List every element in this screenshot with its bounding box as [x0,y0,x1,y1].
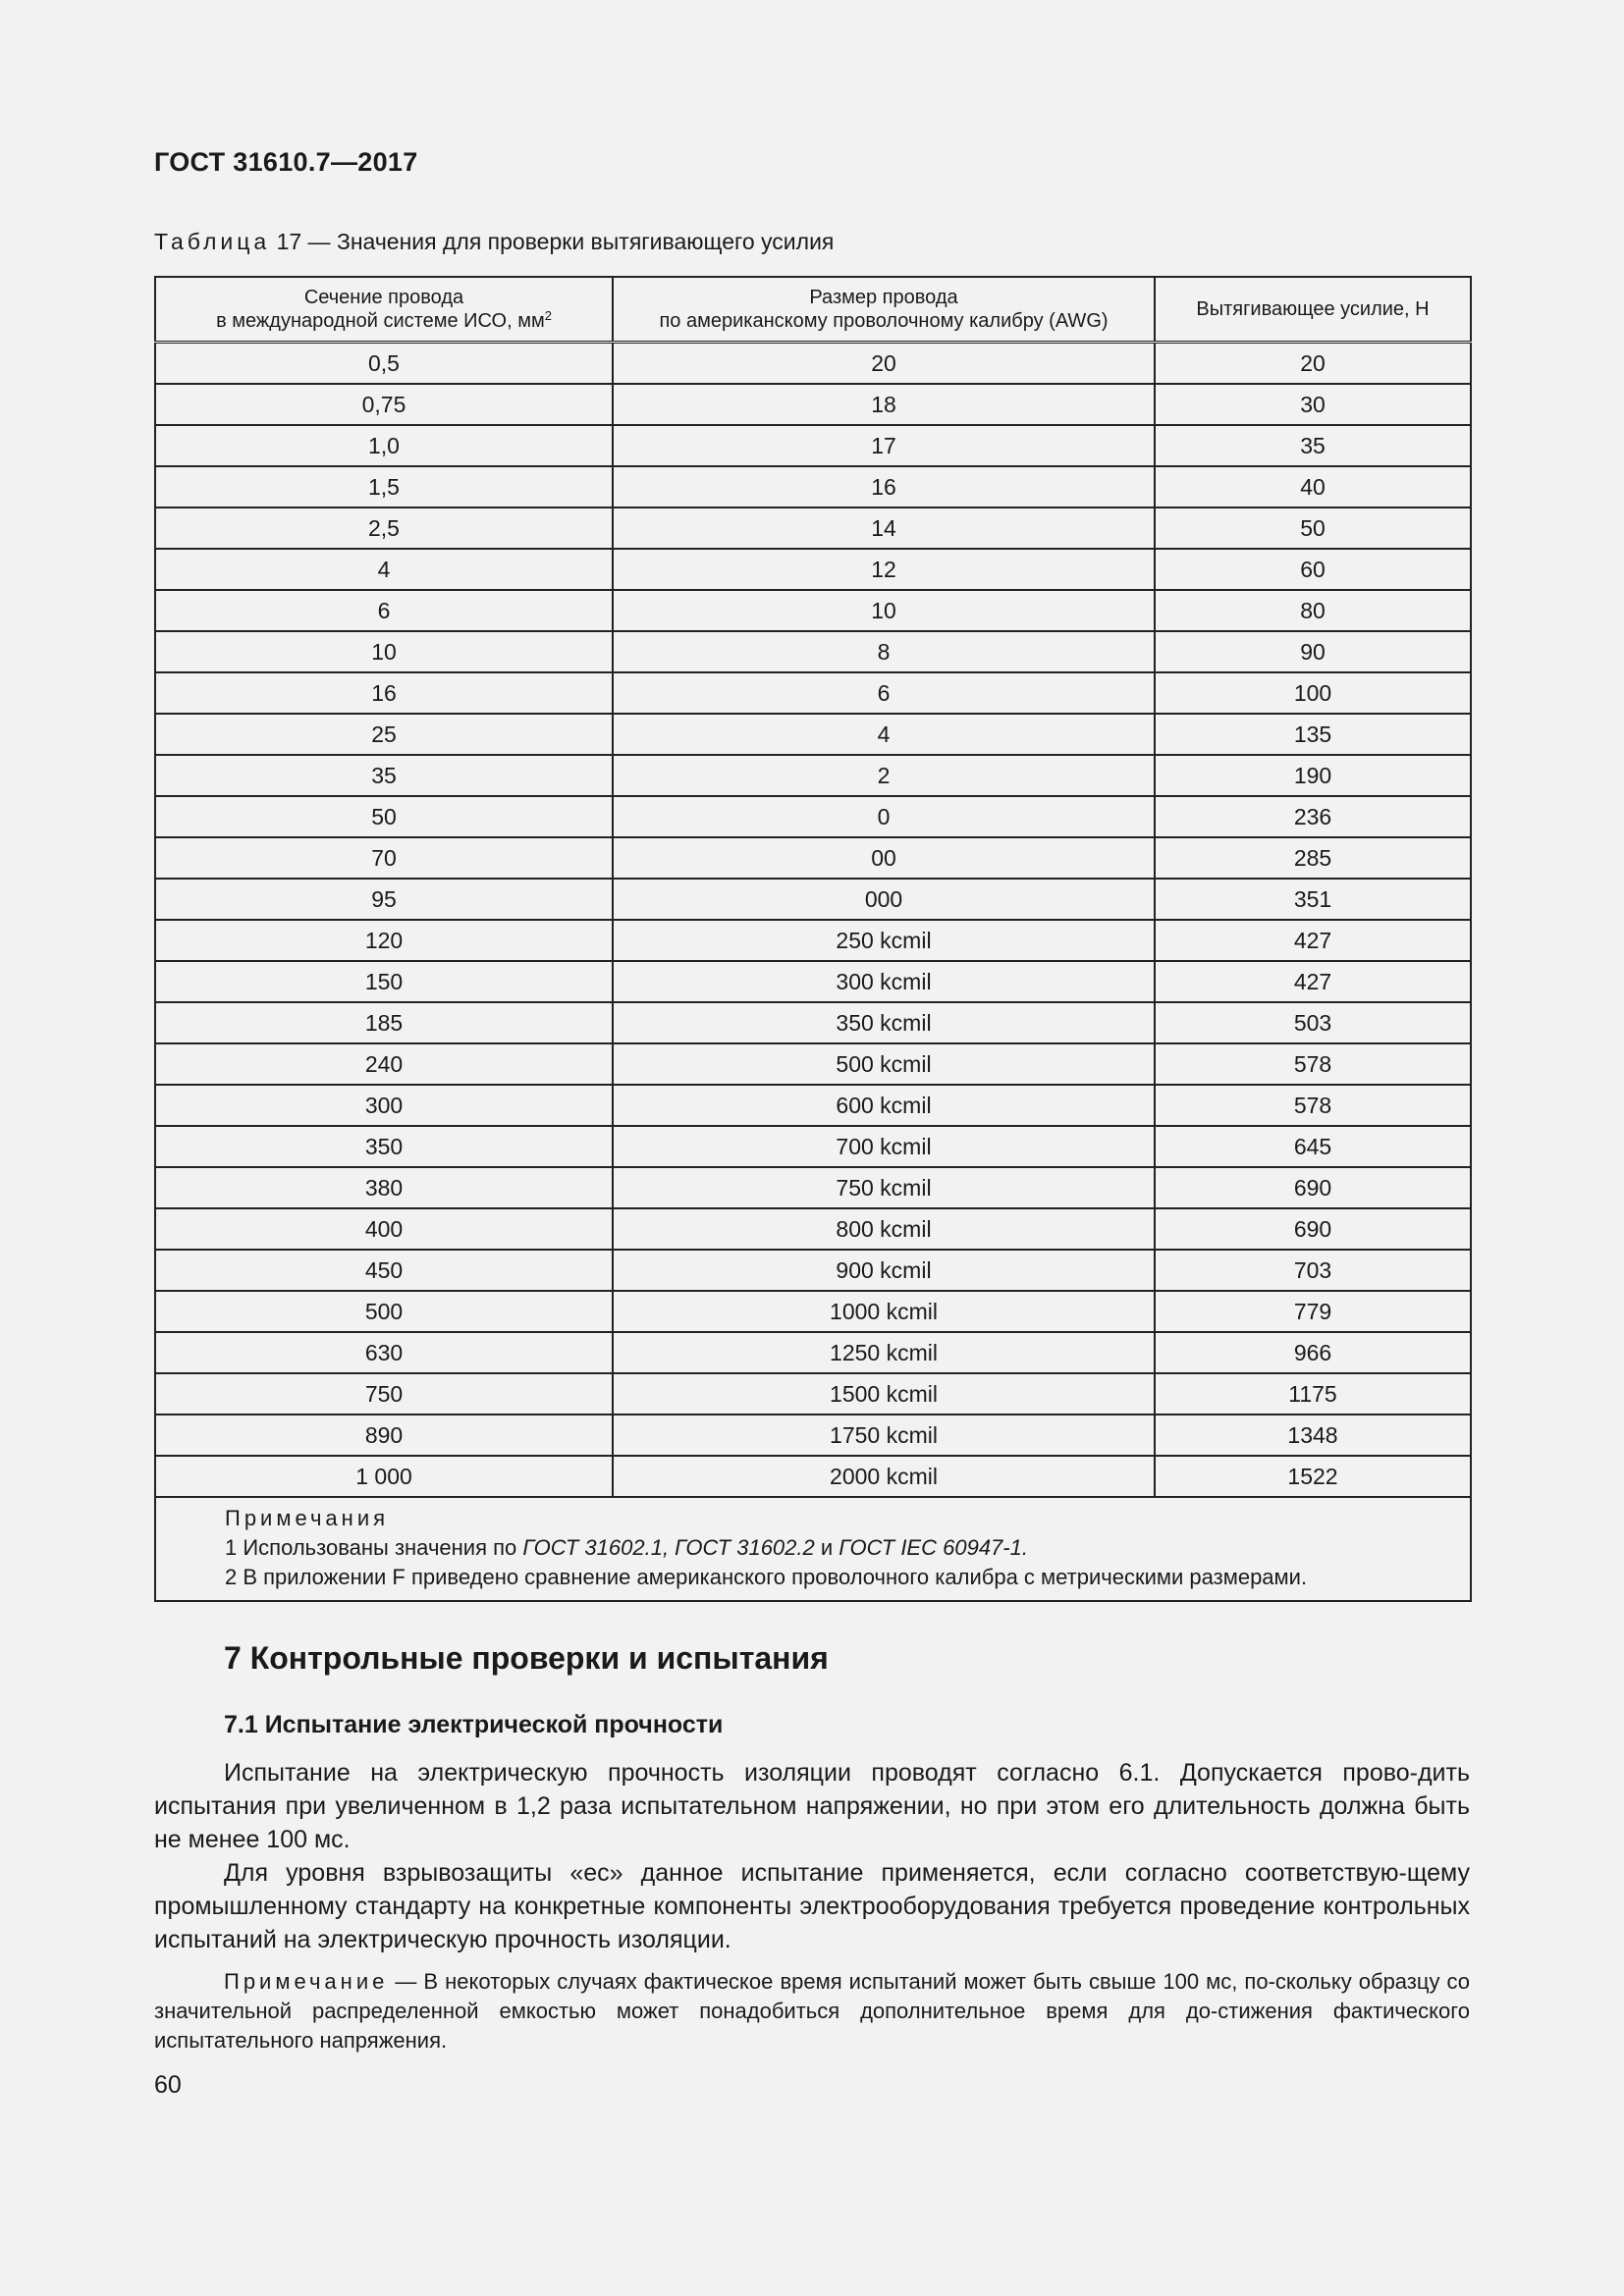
cell-awg: 16 [613,466,1155,507]
cell-iso: 25 [155,714,613,755]
cell-awg: 2000 kcmil [613,1456,1155,1497]
cell-iso: 10 [155,631,613,672]
table-body [155,343,1471,1602]
cell-awg: 500 kcmil [613,1043,1155,1085]
table-row [155,1167,1471,1208]
cell-awg: 600 kcmil [613,1085,1155,1126]
cell-force: 690 [1155,1167,1471,1208]
cell-force: 60 [1155,549,1471,590]
cell-awg: 4 [613,714,1155,755]
note-1-ref-a: ГОСТ 31602.1, ГОСТ 31602.2 [522,1535,815,1560]
cell-awg: 00 [613,837,1155,879]
header-iso-line2: в международной системе ИСО, мм [216,310,545,332]
cell-iso: 890 [155,1415,613,1456]
cell-force: 966 [1155,1332,1471,1373]
table-caption-label: Таблица [154,229,271,254]
cell-force: 40 [1155,466,1471,507]
table-row [155,837,1471,879]
cell-awg: 1000 kcmil [613,1291,1155,1332]
header-iso-section [155,277,613,343]
table-row [155,796,1471,837]
header-iso-line1: Сечение провода [303,287,464,308]
table-row [155,507,1471,549]
cell-iso: 1 000 [155,1456,613,1497]
cell-iso: 0,75 [155,384,613,425]
cell-iso: 6 [155,590,613,631]
cell-force: 427 [1155,961,1471,1002]
cell-force: 100 [1155,672,1471,714]
subsection-heading: 7.1 Испытание электрической прочности [224,1711,724,1738]
table-row [155,590,1471,631]
table-row [155,1373,1471,1415]
cell-force: 645 [1155,1126,1471,1167]
cell-iso: 150 [155,961,613,1002]
cell-iso: 380 [155,1167,613,1208]
cell-force: 690 [1155,1208,1471,1250]
table-row [155,961,1471,1002]
document-id-header: ГОСТ 31610.7—2017 [154,147,418,177]
section-note-text: — В некоторых случаях фактическое время испытаний может быть свыше 100 мс, по-скольку образцу со значительной распределенной емкостью может понадобиться дополнительное время для до-стижения фактического испытательного напряжения. [154,1969,1470,2053]
note-1-ref-b: ГОСТ IEC 60947-1. [839,1535,1028,1560]
cell-awg: 20 [613,343,1155,385]
cell-force: 285 [1155,837,1471,879]
cell-awg: 8 [613,631,1155,672]
table-notes [155,1497,1471,1601]
cell-force: 578 [1155,1085,1471,1126]
cell-iso: 0,5 [155,343,613,385]
header-pull-force [1155,277,1471,343]
cell-iso: 400 [155,1208,613,1250]
cell-iso: 1,0 [155,425,613,466]
cell-force: 236 [1155,796,1471,837]
notes-title: Примечания [225,1506,390,1530]
section-note [154,1967,1470,2056]
header-awg-line2: по американскому проволочному калибру (AWG) [659,310,1109,332]
cell-force: 20 [1155,343,1471,385]
cell-awg: 000 [613,879,1155,920]
table-row [155,1126,1471,1167]
section-heading: 7 Контрольные проверки и испытания [224,1640,829,1676]
cell-awg: 900 kcmil [613,1250,1155,1291]
cell-iso: 240 [155,1043,613,1085]
cell-force: 1348 [1155,1415,1471,1456]
cell-awg: 0 [613,796,1155,837]
cell-awg: 750 kcmil [613,1167,1155,1208]
header-iso-sup: 2 [544,308,552,323]
table-row [155,755,1471,796]
cell-force: 779 [1155,1291,1471,1332]
cell-iso: 50 [155,796,613,837]
note-2: 2 В приложении F приведено сравнение американского проволочного калибра с метрическими размерами. [225,1565,1308,1589]
table-row [155,1250,1471,1291]
note-1-mid: и [814,1535,839,1560]
table-row [155,1002,1471,1043]
table-row [155,466,1471,507]
header-awg-size [613,277,1155,343]
cell-iso: 750 [155,1373,613,1415]
cell-force: 30 [1155,384,1471,425]
table-caption [154,229,834,255]
table-row [155,343,1471,385]
table-row [155,549,1471,590]
table-header-row [155,277,1471,343]
cell-awg: 350 kcmil [613,1002,1155,1043]
cell-force: 1175 [1155,1373,1471,1415]
table-row [155,1208,1471,1250]
cell-force: 90 [1155,631,1471,672]
table-row [155,714,1471,755]
cell-force: 135 [1155,714,1471,755]
table-row [155,1332,1471,1373]
cell-force: 703 [1155,1250,1471,1291]
cell-iso: 95 [155,879,613,920]
cell-awg: 300 kcmil [613,961,1155,1002]
cell-iso: 4 [155,549,613,590]
paragraph-2: Для уровня взрывозащиты «ес» данное испытание применяется, если согласно соответствую-щему промышленному стандарту на конкретные компоненты электрооборудования требуется проведение контрольных испытаний на электрическую прочность изоляции. [154,1859,1470,1953]
section-note-label: Примечание [224,1969,389,1994]
cell-awg: 1500 kcmil [613,1373,1155,1415]
cell-force: 35 [1155,425,1471,466]
table-notes-row [155,1497,1471,1601]
table-row [155,672,1471,714]
cell-force: 80 [1155,590,1471,631]
cell-awg: 1750 kcmil [613,1415,1155,1456]
cell-iso: 630 [155,1332,613,1373]
cell-awg: 800 kcmil [613,1208,1155,1250]
cell-awg: 14 [613,507,1155,549]
cell-force: 50 [1155,507,1471,549]
cell-iso: 16 [155,672,613,714]
cell-force: 190 [1155,755,1471,796]
cell-force: 578 [1155,1043,1471,1085]
note-1 [225,1533,1460,1563]
table-row [155,879,1471,920]
table-row [155,384,1471,425]
table-row [155,1043,1471,1085]
table-caption-title: 17 — Значения для проверки вытягивающего усилия [270,229,835,254]
cell-force: 503 [1155,1002,1471,1043]
cell-iso: 185 [155,1002,613,1043]
header-pull-force-label: Вытягивающее усилие, Н [1196,298,1430,320]
cell-awg: 10 [613,590,1155,631]
cell-iso: 1,5 [155,466,613,507]
cell-iso: 450 [155,1250,613,1291]
cell-iso: 35 [155,755,613,796]
pull-force-table-wrapper [154,276,1470,1602]
pull-force-table [154,276,1472,1602]
cell-iso: 350 [155,1126,613,1167]
table-row [155,631,1471,672]
cell-iso: 500 [155,1291,613,1332]
cell-iso: 2,5 [155,507,613,549]
table-row [155,1291,1471,1332]
table-row [155,1085,1471,1126]
cell-awg: 17 [613,425,1155,466]
cell-force: 351 [1155,879,1471,920]
cell-awg: 18 [613,384,1155,425]
cell-force: 1522 [1155,1456,1471,1497]
table-row [155,1456,1471,1497]
page-number: 60 [154,2071,182,2099]
table-row [155,425,1471,466]
cell-awg: 250 kcmil [613,920,1155,961]
cell-iso: 120 [155,920,613,961]
cell-awg: 2 [613,755,1155,796]
header-awg-line1: Размер провода [809,287,958,308]
cell-awg: 700 kcmil [613,1126,1155,1167]
note-1-prefix: 1 Использованы значения по [225,1535,523,1560]
cell-awg: 1250 kcmil [613,1332,1155,1373]
paragraph-1: Испытание на электрическую прочность изоляции проводят согласно 6.1. Допускается прово-дить испытания при увеличенном в 1,2 раза испытательном напряжении, но при этом его длительность должна быть не менее 100 мс. [154,1759,1470,1853]
cell-awg: 12 [613,549,1155,590]
table-row [155,920,1471,961]
cell-iso: 300 [155,1085,613,1126]
cell-awg: 6 [613,672,1155,714]
cell-iso: 70 [155,837,613,879]
cell-force: 427 [1155,920,1471,961]
table-row [155,1415,1471,1456]
